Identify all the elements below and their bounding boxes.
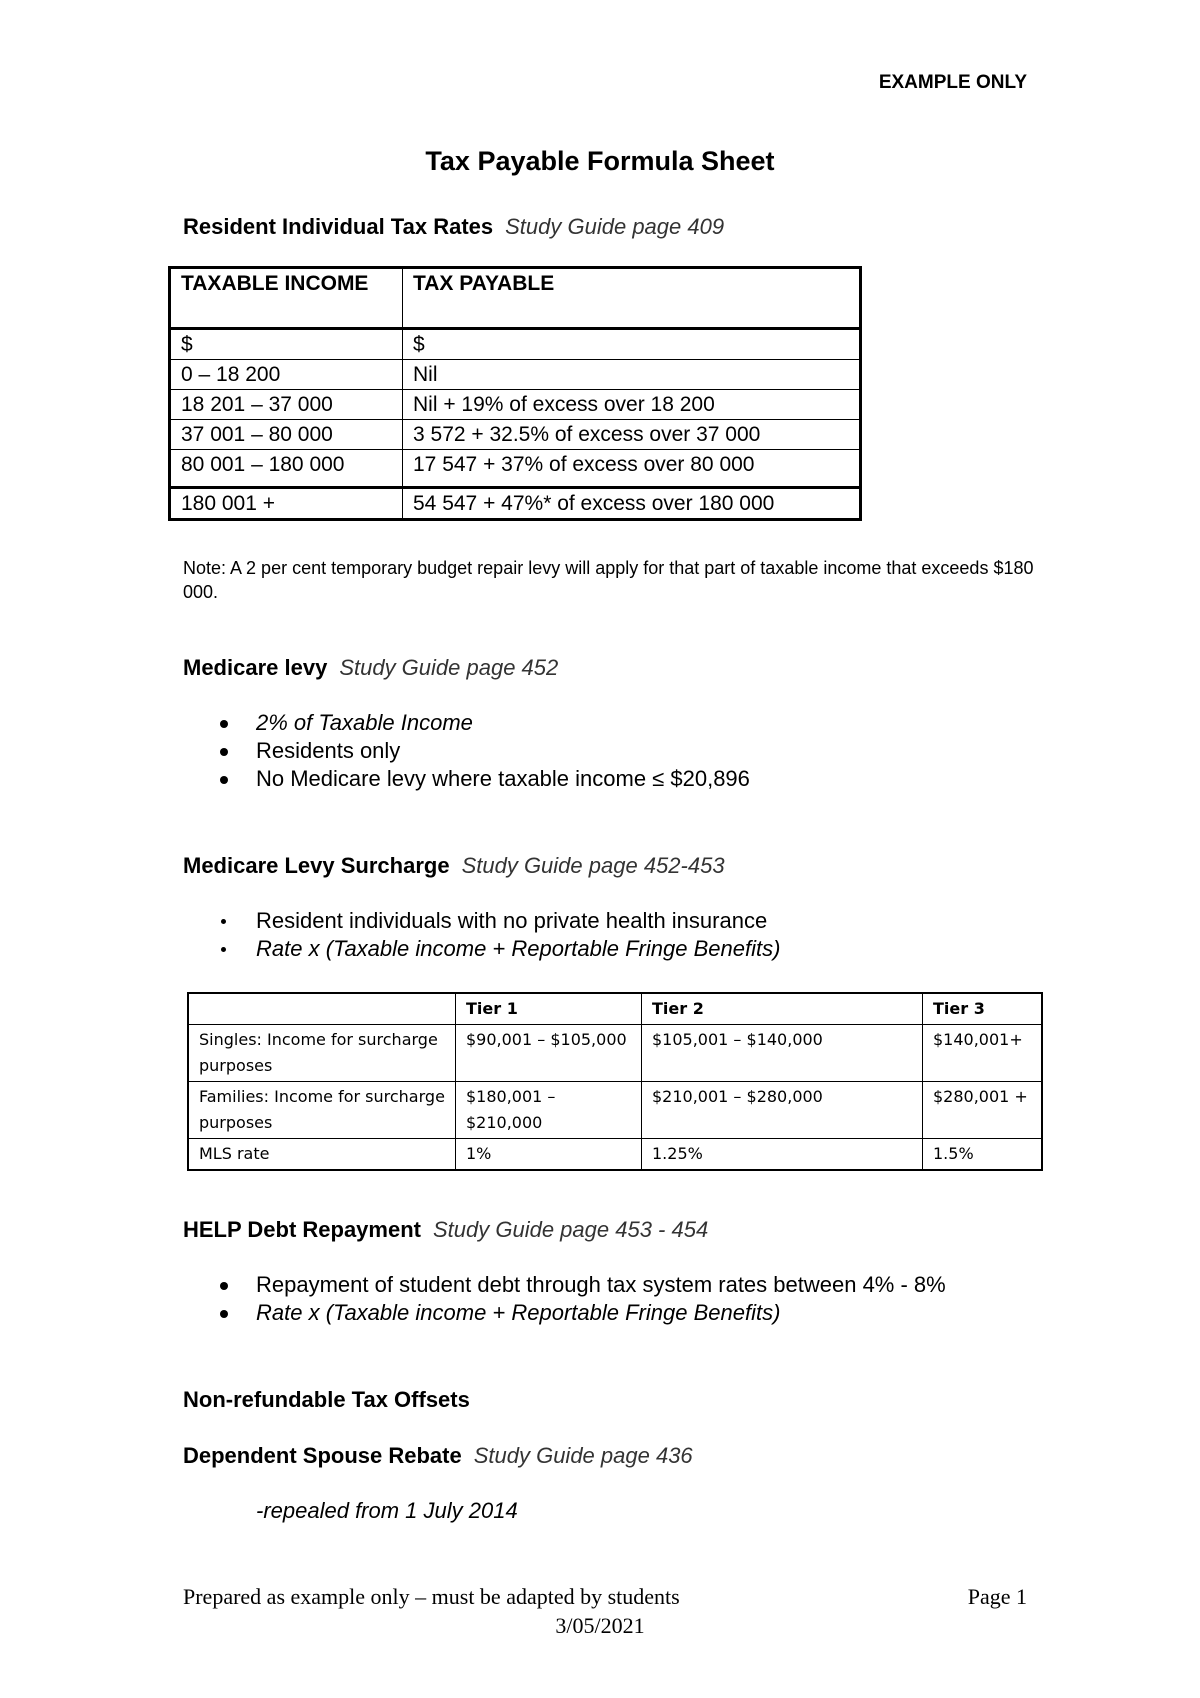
list-item: Rate x (Taxable income + Reportable Fringe Benefits): [183, 935, 780, 963]
row-label-cell: Families: Income for surcharge purposes: [188, 1082, 456, 1139]
tax-cell: 17 547 + 37% of excess over 80 000: [403, 450, 861, 488]
bullet-icon: [220, 748, 228, 756]
list-item: Residents only: [183, 737, 750, 765]
levy-note: Note: A 2 per cent temporary budget repair levy will apply for that part of taxable income that exceeds $180 000.: [183, 558, 1034, 602]
tier-cell: $210,001 – $280,000: [642, 1082, 923, 1139]
mls-bullet-list: [183, 907, 780, 963]
resident-rates-heading: Resident Individual Tax Rates Study Guide page 409: [183, 214, 725, 239]
spouse-rebate-ref: Study Guide page 436: [473, 1443, 693, 1468]
help-bullet-list: [183, 1271, 946, 1327]
column-header: TAXABLE INCOME: [170, 268, 403, 329]
unit-cell: $: [170, 329, 403, 360]
bullet-icon: [220, 720, 228, 728]
column-header: [188, 993, 456, 1025]
tax-cell: 3 572 + 32.5% of excess over 37 000: [403, 420, 861, 450]
row-label-cell: Singles: Income for surcharge purposes: [188, 1025, 456, 1082]
list-item: Resident individuals with no private health insurance: [183, 907, 780, 935]
bullet-icon: [220, 776, 228, 784]
page-number: Page 1: [967, 1584, 1027, 1609]
medicare-bullet-list: [183, 709, 750, 793]
bullet-icon: [221, 947, 226, 952]
help-heading: HELP Debt Repayment Study Guide page 453 - 454: [183, 1217, 709, 1242]
column-header: Tier 3: [923, 993, 1043, 1025]
offsets-heading: Non-refundable Tax Offsets: [183, 1387, 470, 1412]
table-row: [170, 420, 861, 450]
mls-ref: Study Guide page 452-453: [461, 853, 725, 878]
mls-heading: Medicare Levy Surcharge Study Guide page 452-453: [183, 853, 725, 878]
tier-cell: 1%: [456, 1139, 642, 1171]
table-row: [188, 1139, 1042, 1171]
tier-cell: $280,001 +: [923, 1082, 1043, 1139]
resident-tax-rates-table: [168, 266, 862, 521]
list-item: Rate x (Taxable income + Reportable Fringe Benefits): [183, 1299, 946, 1327]
income-cell: 18 201 – 37 000: [170, 390, 403, 420]
unit-cell: $: [403, 329, 861, 360]
list-item: No Medicare levy where taxable income ≤ $20,896: [183, 765, 750, 793]
table-row: [170, 360, 861, 390]
tax-cell: 54 547 + 47%* of excess over 180 000: [403, 488, 861, 520]
tax-cell: Nil + 19% of excess over 18 200: [403, 390, 861, 420]
column-header: Tier 1: [456, 993, 642, 1025]
table-row: [170, 488, 861, 520]
column-header: TAX PAYABLE: [403, 268, 861, 329]
table-row: [170, 390, 861, 420]
page-title: Tax Payable Formula Sheet: [425, 146, 775, 176]
tax-cell: Nil: [403, 360, 861, 390]
income-cell: 180 001 +: [170, 488, 403, 520]
row-label-cell: MLS rate: [188, 1139, 456, 1171]
footer-date: 3/05/2021: [555, 1613, 645, 1638]
resident-rates-ref: Study Guide page 409: [505, 214, 725, 239]
list-item: Repayment of student debt through tax system rates between 4% - 8%: [183, 1271, 946, 1299]
table-row: [170, 450, 861, 488]
table-row: [170, 329, 861, 360]
income-cell: 0 – 18 200: [170, 360, 403, 390]
help-ref: Study Guide page 453 - 454: [432, 1217, 709, 1242]
tier-cell: $90,001 – $105,000: [456, 1025, 642, 1082]
mls-tiers-table: [187, 992, 1043, 1171]
income-cell: 37 001 – 80 000: [170, 420, 403, 450]
bullet-icon: [220, 1282, 228, 1290]
spouse-rebate-heading: Dependent Spouse Rebate Study Guide page 436: [183, 1443, 693, 1468]
tier-cell: $105,001 – $140,000: [642, 1025, 923, 1082]
table-row: [188, 1082, 1042, 1139]
tier-cell: 1.25%: [642, 1139, 923, 1171]
medicare-heading: Medicare levy Study Guide page 452: [183, 655, 559, 680]
tier-cell: 1.5%: [923, 1139, 1043, 1171]
table-header-row: [170, 268, 861, 329]
list-item: 2% of Taxable Income: [183, 709, 750, 737]
bullet-icon: [221, 919, 226, 924]
example-only-label: EXAMPLE ONLY: [878, 72, 1027, 93]
table-header-row: [188, 993, 1042, 1025]
repealed-text: -repealed from 1 July 2014: [256, 1498, 518, 1523]
income-cell: 80 001 – 180 000: [170, 450, 403, 488]
table-row: [188, 1025, 1042, 1082]
footer-disclaimer: Prepared as example only – must be adapted by students: [183, 1584, 680, 1609]
medicare-ref: Study Guide page 452: [339, 655, 559, 680]
tier-cell: $180,001 – $210,000: [456, 1082, 642, 1139]
tier-cell: $140,001+: [923, 1025, 1043, 1082]
column-header: Tier 2: [642, 993, 923, 1025]
bullet-icon: [220, 1310, 228, 1318]
